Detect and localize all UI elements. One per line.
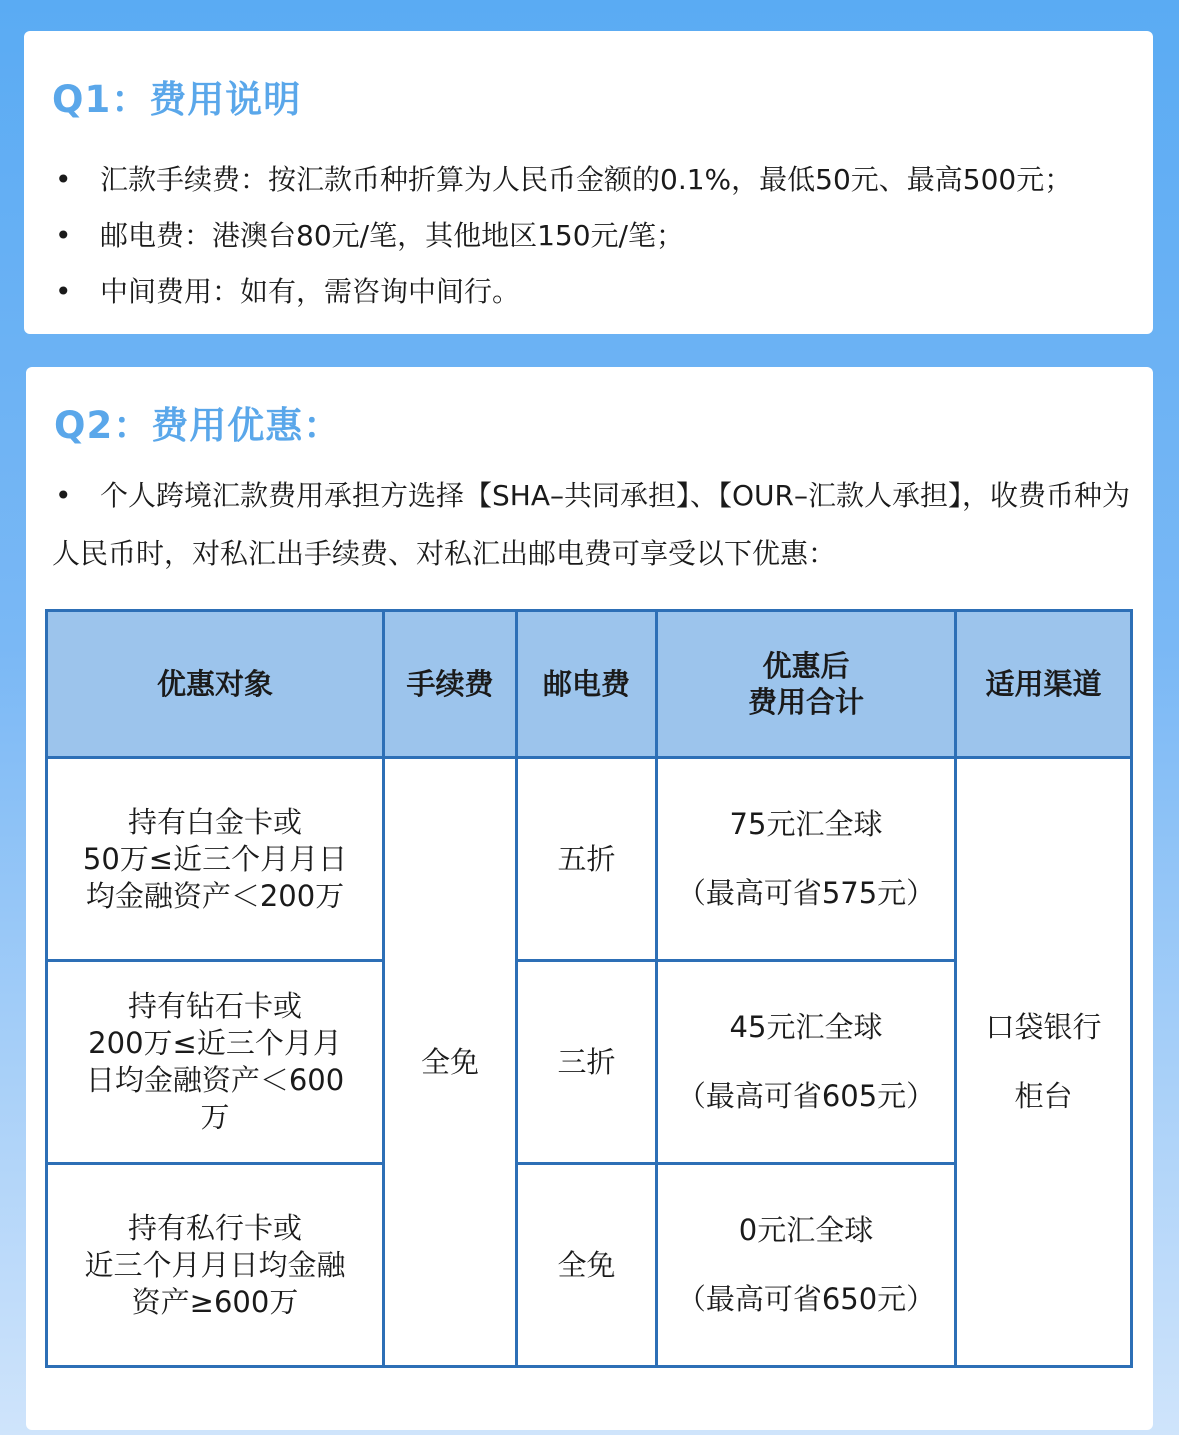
target-cell: 持有白金卡或 50万≤近三个月月日 均金融资产＜200万 [47, 758, 384, 961]
bullet-icon: • [55, 275, 72, 308]
total-savings: （最高可省650元） [676, 1282, 936, 1316]
q2-title: Q2：费用优惠： [54, 404, 342, 447]
postage-cell: 三折 [517, 961, 657, 1164]
header-target: 优惠对象 [47, 611, 384, 758]
channel-pocket-bank: 口袋银行 [985, 1010, 1102, 1044]
postage-cell: 五折 [517, 758, 657, 961]
remittance-fee-text: 汇款手续费：按汇款币种折算为人民币金额的0.1%，最低50元、最高500元； [100, 163, 1073, 196]
channel-cell [956, 758, 1132, 1367]
header-channel: 适用渠道 [956, 611, 1132, 758]
fee-description-list [52, 152, 1072, 320]
table-row [47, 758, 1132, 961]
target-cell: 持有钻石卡或 200万≤近三个月月 日均金融资产＜600 万 [47, 961, 384, 1164]
bullet-icon: • [55, 163, 72, 196]
fee-cell: 全免 [384, 758, 517, 1367]
header-total: 优惠后 费用合计 [657, 611, 956, 758]
total-cell [657, 961, 956, 1164]
total-cell [657, 1164, 956, 1367]
target-cell: 持有私行卡或 近三个月月日均金融 资产≥600万 [47, 1164, 384, 1367]
total-savings: （最高可省575元） [676, 876, 936, 910]
fee-description-card [24, 31, 1153, 334]
bullet-icon: • [55, 219, 72, 252]
channel-counter: 柜台 [1014, 1079, 1073, 1113]
header-postage: 邮电费 [517, 611, 657, 758]
discount-intro [52, 467, 1132, 583]
total-cell [657, 758, 956, 961]
list-item [52, 152, 1072, 208]
discount-table [45, 609, 1133, 1368]
list-item [52, 208, 1072, 264]
total-amount: 0元汇全球 [738, 1213, 874, 1247]
table-header-row [47, 611, 1132, 758]
intermediary-fee-text: 中间费用：如有，需咨询中间行。 [100, 275, 521, 308]
bullet-icon: • [55, 479, 72, 512]
postage-fee-text: 邮电费：港澳台80元/笔，其他地区150元/笔； [100, 219, 684, 252]
total-amount: 75元汇全球 [729, 807, 883, 841]
total-amount: 45元汇全球 [729, 1010, 883, 1044]
fee-discount-card [26, 367, 1153, 1430]
header-fee: 手续费 [384, 611, 517, 758]
q1-title: Q1：费用说明 [52, 78, 302, 121]
list-item [52, 264, 1072, 320]
discount-intro-text: 个人跨境汇款费用承担方选择【SHA–共同承担】、【OUR–汇款人承担】，收费币种为人民币时，对私汇出手续费、对私汇出邮电费可享受以下优惠： [52, 479, 1130, 570]
total-savings: （最高可省605元） [676, 1079, 936, 1113]
postage-cell: 全免 [517, 1164, 657, 1367]
